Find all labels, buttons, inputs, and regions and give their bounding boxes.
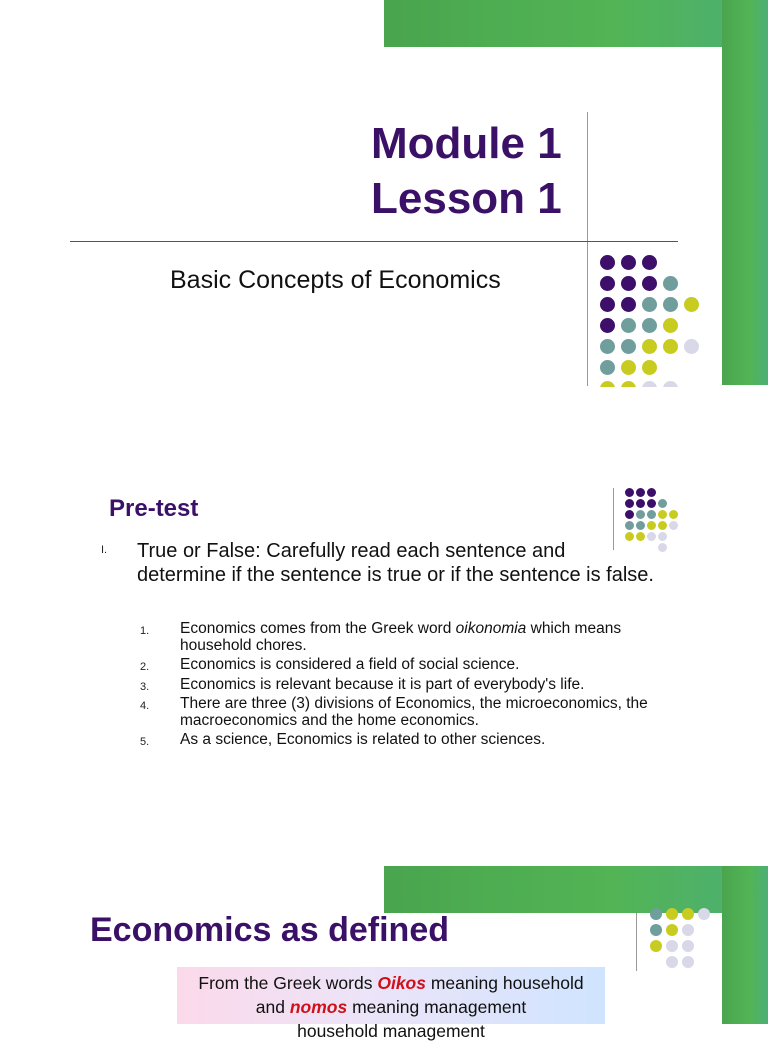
question-item [140,621,660,654]
decor-dot [636,521,645,530]
question-item [140,696,660,729]
slide3-vertical-divider [636,913,637,971]
decor-dot [658,543,667,552]
decor-dot [621,318,636,333]
decor-dot [647,488,656,497]
definition-text: meaning management [347,997,527,1017]
decor-dot [650,924,662,936]
decor-dot [621,339,636,354]
definition-text: meaning household [425,973,584,993]
decor-dot [600,360,615,375]
slide2-section-marker: I. [101,544,108,556]
decor-dot [666,908,678,920]
decor-dot [636,488,645,497]
slide3-green-banner [384,866,768,913]
keyword-nomos: nomos [289,997,348,1017]
slide1-title-line2: Lesson 1 [371,174,562,223]
decor-dot [650,908,662,920]
decor-dot [663,276,678,291]
decor-dot [698,908,710,920]
decor-dot [666,924,678,936]
slide3-definition-box [177,967,605,1041]
decor-dot [621,276,636,291]
decor-dot [647,510,656,519]
decor-dot [625,488,634,497]
question-text: Economics is relevant because it is part of everybody's life. [180,675,585,693]
question-text: Economics comes from the Greek word [180,620,456,637]
decor-dot [625,521,634,530]
decor-dot [642,255,657,270]
decor-dot [658,510,667,519]
slide3-heading: Economics as defined [90,911,449,949]
question-number: 3. [140,680,150,693]
decor-dot [663,339,678,354]
decor-dot [682,908,694,920]
decor-dot [682,956,694,968]
question-number: 2. [140,661,150,673]
decor-dot [682,924,694,936]
decor-dot [647,499,656,508]
decor-dot [621,297,636,312]
question-text-cont: which means household chores. [180,620,622,654]
definition-text: From the Greek words [198,973,378,993]
slide1-bottom-mask [0,387,768,397]
definition-line-2 [177,995,605,1019]
decor-dot [642,339,657,354]
definition-line-3: household management [297,1021,485,1041]
question-item [140,732,660,749]
decor-dot [669,521,678,530]
decor-dot [663,318,678,333]
decor-dot [650,940,662,952]
decor-dot [600,255,615,270]
decor-dot [642,276,657,291]
decor-dot [621,360,636,375]
slide2-instruction: True or False: Carefully read each sentence and determine if the sentence is true or if the sentence is false. [137,540,654,586]
decor-dot [600,318,615,333]
decor-dot [642,360,657,375]
decor-dot [636,510,645,519]
decor-dot [600,339,615,354]
slide1-dot-grid [0,0,768,390]
decor-dot [684,297,699,312]
decor-dot [666,940,678,952]
decor-dot [658,499,667,508]
question-text: Economics is considered a field of social science. [180,656,520,673]
slide1-title-line1: Module 1 [371,119,562,168]
decor-dot [600,276,615,291]
definition-line-1 [177,971,605,995]
question-number: 1. [140,625,150,637]
question-item [140,677,660,694]
question-item [140,657,660,674]
decor-dot [642,318,657,333]
decor-dot [682,940,694,952]
decor-dot [658,521,667,530]
slide3-dot-grid [648,908,718,968]
decor-dot [647,521,656,530]
decor-dot [636,499,645,508]
keyword-oikos: Oikos [377,973,426,993]
decor-dot [663,297,678,312]
question-italic-term: oikonomia [455,620,527,637]
question-text: There are three (3) divisions of Economics, the microeconomics, the macroeconomics and the home economics. [180,695,648,729]
decor-dot [684,339,699,354]
decor-dot [658,532,667,541]
decor-dot [669,510,678,519]
slide1-subtitle: Basic Concepts of Economics [170,266,501,294]
question-number: 4. [140,700,150,712]
decor-dot [625,510,634,519]
decor-dot [621,255,636,270]
slide2-question-list [140,621,660,752]
question-text: As a science, Economics is related to other sciences. [180,731,546,748]
slide2-heading: Pre-test [109,495,199,522]
definition-text: and [255,997,290,1017]
decor-dot [625,499,634,508]
decor-dot [642,297,657,312]
decor-dot [600,297,615,312]
slide3-green-side-bar [722,866,768,1024]
decor-dot [666,956,678,968]
question-number: 5. [140,736,150,748]
